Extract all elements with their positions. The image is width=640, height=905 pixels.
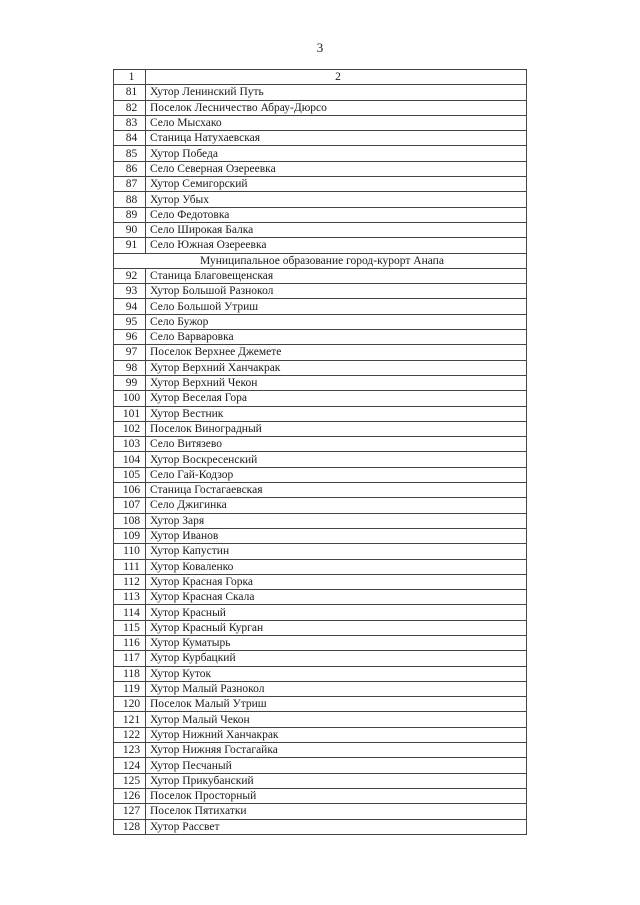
row-number: 127 xyxy=(114,804,146,819)
table-row xyxy=(114,452,527,467)
row-number: 90 xyxy=(114,222,146,237)
row-number: 102 xyxy=(114,421,146,436)
table-row xyxy=(114,544,527,559)
header-col-2: 2 xyxy=(146,70,527,85)
settlement-name: Хутор Красная Скала xyxy=(146,590,527,605)
settlement-name: Хутор Красный xyxy=(146,605,527,620)
row-number: 112 xyxy=(114,574,146,589)
row-number: 108 xyxy=(114,513,146,528)
row-number: 94 xyxy=(114,299,146,314)
row-number: 110 xyxy=(114,544,146,559)
table-row xyxy=(114,712,527,727)
settlement-name: Хутор Иванов xyxy=(146,528,527,543)
row-number: 128 xyxy=(114,819,146,834)
settlement-name: Село Джигинка xyxy=(146,498,527,513)
table-row xyxy=(114,528,527,543)
row-number: 105 xyxy=(114,467,146,482)
settlement-name: Село Северная Озереевка xyxy=(146,161,527,176)
table-row xyxy=(114,635,527,650)
settlement-name: Хутор Верхний Чекон xyxy=(146,375,527,390)
table-row xyxy=(114,574,527,589)
table-row xyxy=(114,681,527,696)
settlement-name: Хутор Веселая Гора xyxy=(146,391,527,406)
table-row xyxy=(114,284,527,299)
header-col-1: 1 xyxy=(114,70,146,85)
settlement-name: Хутор Верхний Ханчакрак xyxy=(146,360,527,375)
row-number: 91 xyxy=(114,238,146,253)
settlement-name: Хутор Ленинский Путь xyxy=(146,85,527,100)
table-row xyxy=(114,819,527,834)
settlement-name: Станица Благовещенская xyxy=(146,268,527,283)
settlement-name: Хутор Куток xyxy=(146,666,527,681)
settlement-name: Хутор Красный Курган xyxy=(146,620,527,635)
settlement-name: Поселок Лесничество Абрау-Дюрсо xyxy=(146,100,527,115)
table-row xyxy=(114,666,527,681)
table-row xyxy=(114,314,527,329)
table-header-row xyxy=(114,70,527,85)
table-row xyxy=(114,146,527,161)
table-row xyxy=(114,743,527,758)
settlement-name: Хутор Коваленко xyxy=(146,559,527,574)
table-row xyxy=(114,483,527,498)
table-row xyxy=(114,85,527,100)
settlement-name: Станица Натухаевская xyxy=(146,131,527,146)
row-number: 125 xyxy=(114,773,146,788)
settlement-name: Село Мысхако xyxy=(146,115,527,130)
row-number: 113 xyxy=(114,590,146,605)
section-title: Муниципальное образование город-курорт Анапа xyxy=(114,253,527,268)
settlement-name: Хутор Заря xyxy=(146,513,527,528)
row-number: 88 xyxy=(114,192,146,207)
settlement-name: Хутор Красная Горка xyxy=(146,574,527,589)
settlement-name: Поселок Виноградный xyxy=(146,421,527,436)
settlement-name: Хутор Нижняя Гостагайка xyxy=(146,743,527,758)
page-number: 3 xyxy=(316,40,324,55)
row-number: 103 xyxy=(114,437,146,452)
settlement-name: Хутор Малый Чекон xyxy=(146,712,527,727)
settlement-name: Село Федотовка xyxy=(146,207,527,222)
table-row xyxy=(114,406,527,421)
table-row xyxy=(114,360,527,375)
settlement-name: Село Варваровка xyxy=(146,330,527,345)
row-number: 97 xyxy=(114,345,146,360)
table-row xyxy=(114,207,527,222)
row-number: 111 xyxy=(114,559,146,574)
settlement-name: Село Витязево xyxy=(146,437,527,452)
row-number: 114 xyxy=(114,605,146,620)
row-number: 83 xyxy=(114,115,146,130)
table-row xyxy=(114,299,527,314)
row-number: 98 xyxy=(114,360,146,375)
table-row xyxy=(114,192,527,207)
table-row xyxy=(114,375,527,390)
row-number: 119 xyxy=(114,681,146,696)
row-number: 86 xyxy=(114,161,146,176)
settlement-name: Село Южная Озереевка xyxy=(146,238,527,253)
settlement-name: Хутор Нижний Ханчакрак xyxy=(146,727,527,742)
row-number: 118 xyxy=(114,666,146,681)
settlements-table xyxy=(113,69,527,835)
table-row xyxy=(114,758,527,773)
row-number: 106 xyxy=(114,483,146,498)
table-row xyxy=(114,804,527,819)
row-number: 92 xyxy=(114,268,146,283)
row-number: 122 xyxy=(114,727,146,742)
table-row xyxy=(114,437,527,452)
row-number: 104 xyxy=(114,452,146,467)
settlement-name: Станица Гостагаевская xyxy=(146,483,527,498)
row-number: 89 xyxy=(114,207,146,222)
settlement-name: Хутор Капустин xyxy=(146,544,527,559)
settlement-name: Хутор Победа xyxy=(146,146,527,161)
settlement-name: Село Большой Утриш xyxy=(146,299,527,314)
table-row xyxy=(114,115,527,130)
table-row xyxy=(114,177,527,192)
row-number: 81 xyxy=(114,85,146,100)
table-row xyxy=(114,222,527,237)
settlement-name: Поселок Малый Утриш xyxy=(146,697,527,712)
table-row xyxy=(114,268,527,283)
row-number: 121 xyxy=(114,712,146,727)
table-row xyxy=(114,697,527,712)
table-row xyxy=(114,391,527,406)
row-number: 82 xyxy=(114,100,146,115)
table-row xyxy=(114,513,527,528)
settlement-name: Хутор Курбацкий xyxy=(146,651,527,666)
settlement-name: Поселок Пятихатки xyxy=(146,804,527,819)
table-row xyxy=(114,651,527,666)
settlement-name: Хутор Большой Разнокол xyxy=(146,284,527,299)
table-row xyxy=(114,345,527,360)
table-row xyxy=(114,727,527,742)
settlement-name: Село Бужор xyxy=(146,314,527,329)
table-row xyxy=(114,467,527,482)
row-number: 93 xyxy=(114,284,146,299)
row-number: 109 xyxy=(114,528,146,543)
table-row xyxy=(114,788,527,803)
settlement-name: Хутор Песчаный xyxy=(146,758,527,773)
row-number: 87 xyxy=(114,177,146,192)
table-row xyxy=(114,498,527,513)
row-number: 84 xyxy=(114,131,146,146)
table-row xyxy=(114,161,527,176)
row-number: 117 xyxy=(114,651,146,666)
row-number: 100 xyxy=(114,391,146,406)
settlement-name: Поселок Верхнее Джемете xyxy=(146,345,527,360)
row-number: 96 xyxy=(114,330,146,345)
settlement-name: Село Гай-Кодзор xyxy=(146,467,527,482)
row-number: 95 xyxy=(114,314,146,329)
row-number: 116 xyxy=(114,635,146,650)
table-row xyxy=(114,620,527,635)
row-number: 120 xyxy=(114,697,146,712)
settlement-name: Хутор Прикубанский xyxy=(146,773,527,788)
row-number: 99 xyxy=(114,375,146,390)
settlement-name: Поселок Просторный xyxy=(146,788,527,803)
row-number: 123 xyxy=(114,743,146,758)
table-row xyxy=(114,590,527,605)
settlement-name: Хутор Воскресенский xyxy=(146,452,527,467)
row-number: 124 xyxy=(114,758,146,773)
row-number: 126 xyxy=(114,788,146,803)
row-number: 101 xyxy=(114,406,146,421)
settlement-name: Село Широкая Балка xyxy=(146,222,527,237)
table-row xyxy=(114,238,527,253)
table-row xyxy=(114,605,527,620)
row-number: 107 xyxy=(114,498,146,513)
settlement-name: Хутор Рассвет xyxy=(146,819,527,834)
table-row xyxy=(114,559,527,574)
table-row xyxy=(114,100,527,115)
settlement-name: Хутор Вестник xyxy=(146,406,527,421)
row-number: 115 xyxy=(114,620,146,635)
table-row xyxy=(114,330,527,345)
settlement-name: Хутор Убых xyxy=(146,192,527,207)
settlement-name: Хутор Малый Разнокол xyxy=(146,681,527,696)
settlements-table-body xyxy=(114,70,527,835)
row-number: 85 xyxy=(114,146,146,161)
settlement-name: Хутор Семигорский xyxy=(146,177,527,192)
table-row xyxy=(114,773,527,788)
table-row xyxy=(114,131,527,146)
table-row xyxy=(114,421,527,436)
settlement-name: Хутор Куматырь xyxy=(146,635,527,650)
section-row xyxy=(114,253,527,268)
